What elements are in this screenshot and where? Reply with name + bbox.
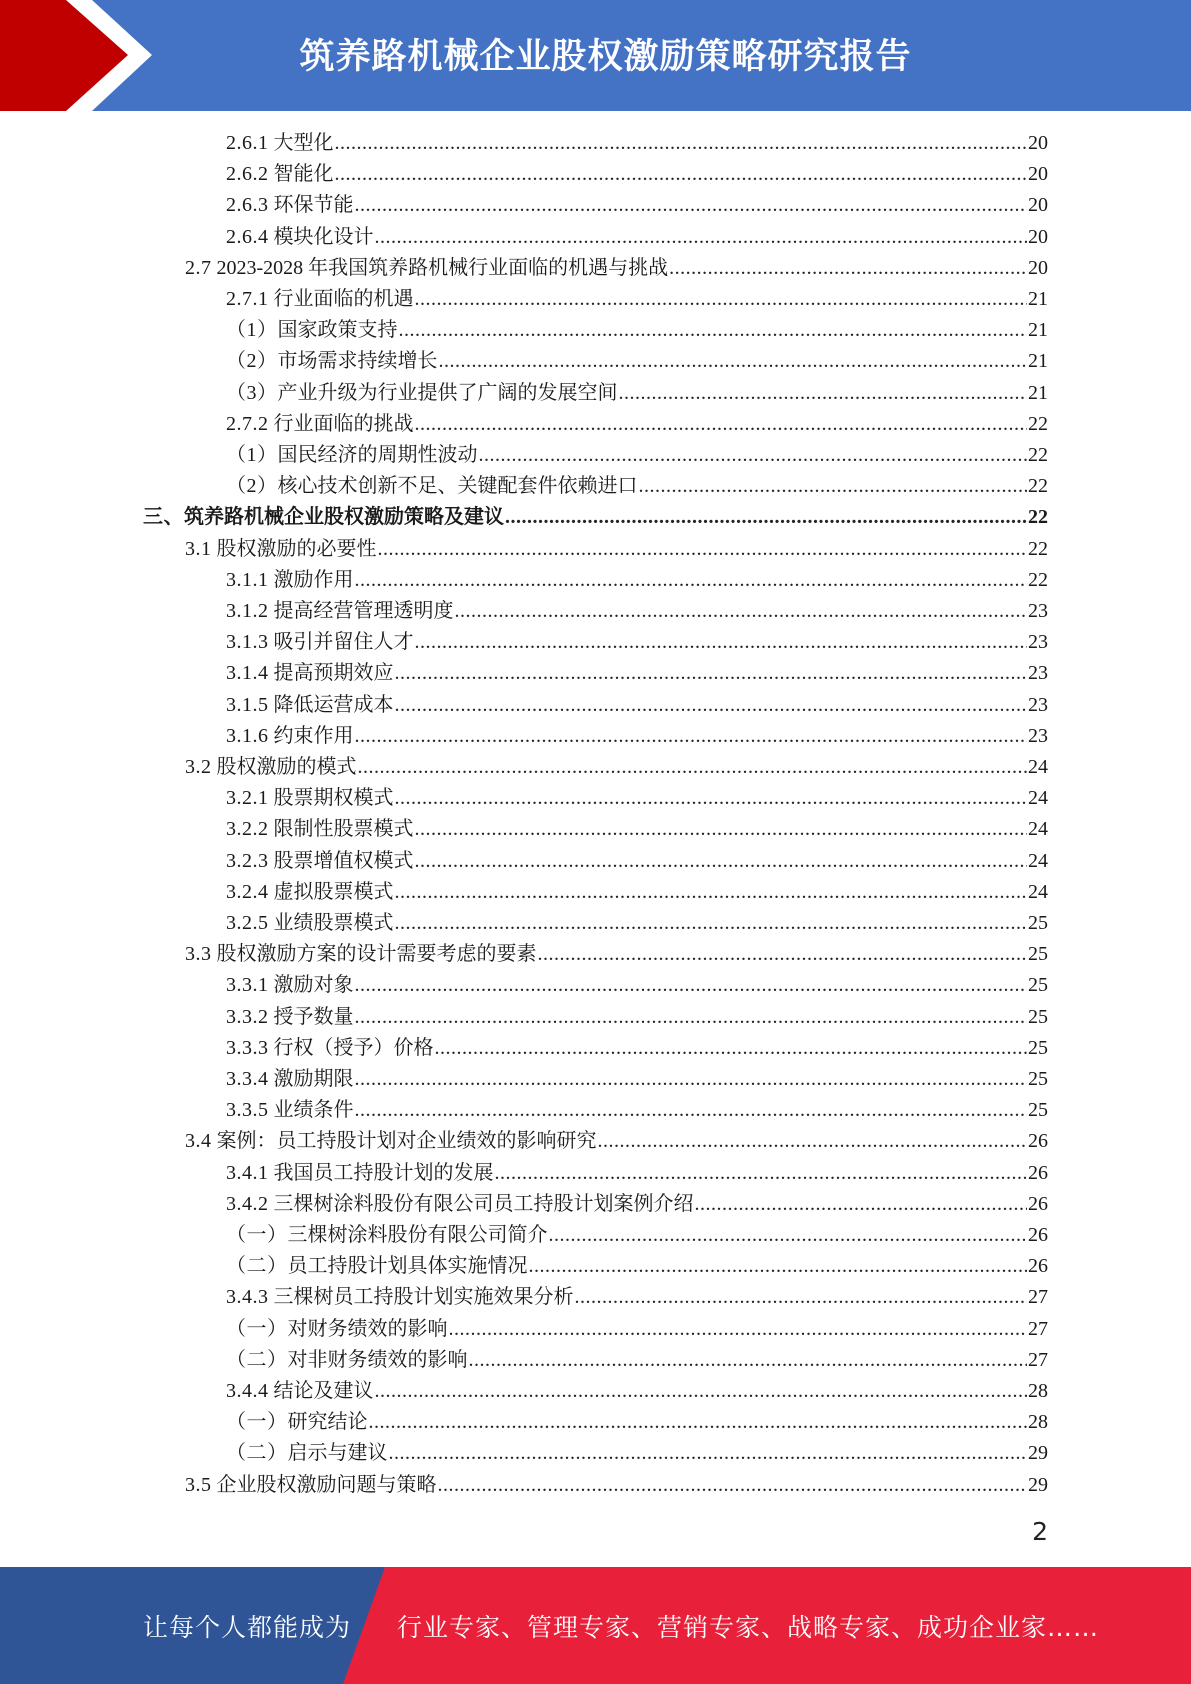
toc-entry-page: 20 (1028, 132, 1048, 154)
toc-entry[interactable] (226, 627, 1048, 658)
toc-entry-title: 我国员工持股计划的发展 (273, 1161, 494, 1184)
toc-entry-title: 国民经济的周期性波动 (277, 444, 478, 466)
toc-entry-title: 行业面临的挑战 (273, 412, 414, 435)
toc-entry-page: 26 (1028, 1130, 1048, 1153)
toc-entry-title: 大型化 (273, 132, 334, 154)
toc-entry-page: 21 (1028, 319, 1048, 342)
report-title: 筑养路机械企业股权激励策略研究报告 (299, 37, 912, 77)
toc-entry-number: （3） (226, 381, 278, 404)
toc-entry[interactable] (226, 1251, 1048, 1282)
toc-entry-title: 筑养路机械企业股权激励策略及建议 (184, 506, 504, 529)
toc-entry-page: 25 (1028, 974, 1048, 997)
toc-entry-page: 20 (1028, 163, 1048, 186)
toc-entry-number: 3.5 (185, 1473, 212, 1496)
toc-entry-page: 22 (1028, 568, 1048, 591)
toc-entry-page: 22 (1028, 506, 1048, 529)
toc-entry-title: 业绩股票模式 (273, 912, 394, 934)
toc-entry-page: 20 (1028, 194, 1048, 217)
toc-entry-page: 21 (1028, 381, 1048, 404)
page-footer (0, 1567, 1191, 1684)
toc-entry-page: 28 (1028, 1411, 1048, 1434)
toc-entry-title: 股权激励方案的设计需要考虑的要素 (216, 943, 537, 966)
toc-dot-leader (335, 128, 1028, 159)
toc-entry-page: 23 (1028, 693, 1048, 716)
toc-dot-leader (358, 752, 1028, 783)
toc-dot-leader (389, 1438, 1028, 1469)
toc-dot-leader (575, 1282, 1028, 1313)
toc-entry-page: 24 (1028, 787, 1048, 810)
toc-entry-number: 2.6.2 (226, 163, 269, 186)
toc-dot-leader (619, 378, 1028, 409)
toc-entry-number: 3.4 (185, 1130, 212, 1153)
toc-entry-page: 22 (1028, 537, 1048, 560)
toc-entry[interactable] (226, 1002, 1048, 1033)
toc-entry-title: 启示与建议 (287, 1442, 388, 1465)
toc-dot-leader (399, 315, 1028, 346)
toc-entry-title: 环保节能 (273, 194, 354, 217)
toc-entry-number: 3.2.5 (226, 912, 269, 934)
toc-entry-number: 2.6.4 (226, 225, 269, 248)
toc-entry[interactable] (226, 877, 1048, 908)
toc-entry[interactable] (226, 409, 1048, 440)
toc-entry-page: 25 (1028, 1036, 1048, 1059)
toc-entry[interactable] (226, 1407, 1048, 1438)
toc-entry-number: 3.2.2 (226, 818, 269, 841)
toc-entry-page: 26 (1028, 1161, 1048, 1184)
toc-entry-number: 3.1.1 (226, 568, 269, 591)
toc-entry-page: 20 (1028, 225, 1048, 248)
toc-entry-number: 3.4.1 (226, 1161, 269, 1184)
toc-dot-leader (598, 1126, 1028, 1157)
toc-entry-page: 21 (1028, 288, 1048, 310)
toc-dot-leader (335, 159, 1028, 190)
toc-dot-leader (435, 1033, 1028, 1064)
toc-dot-leader (355, 190, 1028, 221)
toc-dot-leader (455, 596, 1028, 627)
toc-entry[interactable] (226, 565, 1048, 596)
toc-entry[interactable] (226, 1158, 1048, 1189)
toc-entry-number: 2.7 (185, 256, 212, 279)
toc-entry-title: 激励期限 (273, 1068, 354, 1090)
toc-entry-number: 3.2.4 (226, 880, 269, 903)
toc-entry[interactable] (226, 846, 1048, 877)
footer-slogan-left: 让每个人都能成为 (143, 1612, 352, 1642)
toc-entry-title: 行权（授予）价格 (273, 1036, 434, 1059)
toc-entry-title: 约束作用 (273, 724, 354, 747)
toc-entry[interactable] (226, 1314, 1048, 1345)
toc-dot-leader (479, 440, 1028, 471)
toc-entry[interactable] (226, 346, 1048, 377)
toc-entry[interactable] (226, 284, 1048, 315)
toc-dot-leader (639, 471, 1028, 502)
toc-entry[interactable] (226, 658, 1048, 689)
toc-entry-number: 3.3.2 (226, 1005, 269, 1028)
toc-entry-number: （2） (226, 475, 278, 498)
toc-entry[interactable] (185, 1126, 1048, 1157)
toc-entry-title: 员工持股计划具体实施情况 (287, 1255, 528, 1278)
toc-entry-title: 行业面临的机遇 (273, 288, 414, 310)
toc-dot-leader (355, 721, 1028, 752)
toc-entry-page: 24 (1028, 880, 1048, 903)
toc-entry-title: 提高经营管理透明度 (273, 600, 454, 622)
toc-dot-leader (355, 1095, 1028, 1126)
toc-entry-page: 23 (1028, 724, 1048, 747)
toc-entry-title: 吸引并留住人才 (273, 631, 414, 654)
toc-entry-number: （一） (226, 1411, 288, 1434)
toc-entry-title: 模块化设计 (273, 225, 374, 248)
toc-entry[interactable] (226, 814, 1048, 845)
toc-dot-leader (439, 346, 1028, 377)
toc-dot-leader (395, 908, 1028, 939)
toc-dot-leader (355, 1064, 1028, 1095)
toc-entry-number: 3.1.3 (226, 631, 269, 654)
toc-dot-leader (415, 627, 1028, 658)
toc-entry[interactable] (226, 783, 1048, 814)
toc-entry-page: 22 (1028, 412, 1048, 435)
toc-entry-title: 核心技术创新不足、关键配套件依赖进口 (277, 475, 638, 498)
toc-entry-number: （1） (226, 444, 278, 466)
toc-entry[interactable] (226, 908, 1048, 939)
toc-entry-title: 对非财务绩效的影响 (287, 1348, 468, 1371)
toc-entry-title: 企业股权激励问题与策略 (216, 1473, 437, 1496)
toc-entry[interactable] (226, 1189, 1048, 1220)
toc-entry-number: 3.1.2 (226, 600, 269, 622)
toc-entry-page: 27 (1028, 1317, 1048, 1340)
toc-entry-page: 27 (1028, 1286, 1048, 1309)
toc-entry[interactable] (226, 1064, 1048, 1095)
toc-entry-number: （2） (226, 350, 278, 373)
toc-dot-leader (375, 222, 1028, 253)
toc-dot-leader (395, 690, 1028, 721)
footer-slogan-right: 行业专家、管理专家、营销专家、战略专家、成功企业家…… (397, 1612, 1100, 1642)
toc-dot-leader (469, 1345, 1028, 1376)
toc-entry-number: 3.1.4 (226, 662, 269, 685)
toc-dot-leader (549, 1220, 1028, 1251)
toc-entry-title: 股票增值权模式 (273, 849, 414, 872)
toc-entry[interactable] (226, 970, 1048, 1001)
toc-dot-leader (395, 658, 1028, 689)
toc-entry-page: 29 (1028, 1442, 1048, 1465)
toc-entry[interactable] (185, 752, 1048, 783)
toc-entry[interactable] (185, 253, 1048, 284)
toc-entry-title: 提高预期效应 (273, 662, 394, 685)
toc-entry-number: 3.4.4 (226, 1380, 269, 1402)
toc-entry[interactable] (226, 190, 1048, 221)
toc-entry-title: 激励作用 (273, 568, 354, 591)
toc-entry-page: 24 (1028, 849, 1048, 872)
toc-entry-number: 3.3.1 (226, 974, 269, 997)
toc-dot-leader (355, 565, 1028, 596)
toc-entry[interactable] (226, 690, 1048, 721)
toc-dot-leader (438, 1470, 1028, 1501)
toc-entry-page: 25 (1028, 1099, 1048, 1122)
toc-entry-page: 28 (1028, 1380, 1048, 1402)
toc-entry[interactable] (226, 721, 1048, 752)
toc-entry[interactable] (226, 378, 1048, 409)
toc-dot-leader (495, 1158, 1028, 1189)
toc-entry-title: 限制性股票模式 (273, 818, 414, 841)
toc-entry-title: 降低运营成本 (273, 693, 394, 716)
toc-entry-title: 三棵树涂料股份有限公司简介 (287, 1224, 548, 1246)
toc-entry[interactable] (226, 222, 1048, 253)
toc-entry-number: 3.4.2 (226, 1192, 269, 1215)
toc-entry-page: 26 (1028, 1192, 1048, 1215)
toc-entry-number: 2.7.2 (226, 412, 269, 435)
toc-entry[interactable] (226, 1376, 1048, 1407)
toc-entry-title: 激励对象 (273, 974, 354, 997)
toc-entry-title: 2023-2028 年我国筑养路机械行业面临的机遇与挑战 (216, 256, 669, 279)
toc-dot-leader (415, 814, 1028, 845)
toc-entry-number: （一） (226, 1317, 288, 1340)
toc-entry[interactable] (226, 1438, 1048, 1469)
toc-dot-leader (695, 1189, 1028, 1220)
toc-entry-number: 2.6.1 (226, 132, 269, 154)
toc-entry-number: 3.2.3 (226, 849, 269, 872)
toc-entry-page: 23 (1028, 600, 1048, 622)
toc-dot-leader (355, 970, 1028, 1001)
toc-entry-page: 24 (1028, 818, 1048, 841)
toc-entry-number: 三、 (143, 506, 184, 529)
toc-entry[interactable] (226, 1095, 1048, 1126)
toc-entry-title: 股票期权模式 (273, 787, 394, 810)
toc-entry-title: 股权激励的必要性 (216, 537, 377, 560)
toc-entry-number: 2.6.3 (226, 194, 269, 217)
toc-entry[interactable] (226, 1282, 1048, 1313)
toc-entry[interactable] (143, 502, 1048, 533)
toc-entry[interactable] (185, 939, 1048, 970)
toc-entry-page: 25 (1028, 943, 1048, 966)
toc-entry[interactable] (226, 159, 1048, 190)
toc-entry-page: 27 (1028, 1348, 1048, 1371)
toc-entry[interactable] (226, 315, 1048, 346)
toc-entry-page: 25 (1028, 1068, 1048, 1090)
toc-entry[interactable] (226, 471, 1048, 502)
toc-entry-page: 23 (1028, 662, 1048, 685)
toc-dot-leader (355, 1002, 1028, 1033)
toc-entry-number: 3.4.3 (226, 1286, 269, 1309)
toc-dot-leader (395, 877, 1028, 908)
toc-entry-number: （二） (226, 1348, 288, 1371)
toc-entry-page: 26 (1028, 1224, 1048, 1246)
toc-dot-leader (538, 939, 1028, 970)
toc-entry[interactable] (226, 1220, 1048, 1251)
page-header (0, 0, 1191, 111)
toc-dot-leader (395, 783, 1028, 814)
toc-entry-number: 3.2.1 (226, 787, 269, 810)
toc-entry-title: 业绩条件 (273, 1099, 354, 1122)
toc-entry-page: 25 (1028, 912, 1048, 934)
toc-entry-number: 2.7.1 (226, 288, 269, 310)
toc-entry[interactable] (226, 1033, 1048, 1064)
toc-dot-leader (505, 502, 1027, 533)
toc-entry[interactable] (185, 534, 1048, 565)
toc-entry-number: 3.3.3 (226, 1036, 269, 1059)
toc-dot-leader (378, 534, 1028, 565)
toc-entry-page: 22 (1028, 475, 1048, 498)
toc-entry[interactable] (226, 1345, 1048, 1376)
toc-entry-title: 结论及建议 (273, 1380, 374, 1402)
toc-entry-title: 三棵树涂料股份有限公司员工持股计划案例介绍 (273, 1192, 694, 1215)
toc-entry-number: 3.2 (185, 756, 212, 778)
toc-entry-page: 24 (1028, 756, 1048, 778)
toc-entry-title: 股权激励的模式 (216, 756, 357, 778)
toc-entry-number: 3.1.5 (226, 693, 269, 716)
toc-entry-number: 3.3.4 (226, 1068, 269, 1090)
toc-entry-number: 3.3.5 (226, 1099, 269, 1122)
toc-entry[interactable] (226, 596, 1048, 627)
page-number: 2 (1032, 1517, 1048, 1546)
toc-entry-number: （1） (226, 319, 278, 342)
toc-entry-title: 对财务绩效的影响 (287, 1317, 448, 1340)
toc-dot-leader (529, 1251, 1028, 1282)
toc-entry-title: 研究结论 (287, 1411, 368, 1434)
toc-entry-number: 3.1 (185, 537, 212, 560)
toc-entry-number: （二） (226, 1442, 288, 1465)
toc-dot-leader (415, 846, 1028, 877)
toc-entry-title: 市场需求持续增长 (277, 350, 438, 373)
toc-entry-number: （一） (226, 1224, 288, 1246)
toc-entry-title: 产业升级为行业提供了广阔的发展空间 (277, 381, 618, 404)
toc-entry[interactable] (226, 128, 1048, 159)
toc-dot-leader (449, 1314, 1028, 1345)
toc-entry-number: 3.3 (185, 943, 212, 966)
toc-entry[interactable] (226, 440, 1048, 471)
toc-entry-page: 22 (1028, 444, 1048, 466)
toc-entry-page: 20 (1028, 256, 1048, 279)
toc-entry-page: 21 (1028, 350, 1048, 373)
toc-entry-page: 26 (1028, 1255, 1048, 1278)
toc-entry-title: 案例：员工持股计划对企业绩效的影响研究 (216, 1130, 597, 1153)
toc-entry-title: 三棵树员工持股计划实施效果分析 (273, 1286, 574, 1309)
toc-dot-leader (375, 1376, 1028, 1407)
toc-entry-title: 国家政策支持 (277, 319, 398, 342)
toc-entry-number: （二） (226, 1255, 288, 1278)
toc-entry-page: 29 (1028, 1473, 1048, 1496)
toc-dot-leader (669, 253, 1027, 284)
toc-entry-title: 授予数量 (273, 1005, 354, 1028)
toc-entry-page: 23 (1028, 631, 1048, 654)
toc-entry-number: 3.1.6 (226, 724, 269, 747)
toc-entry-title: 虚拟股票模式 (273, 880, 394, 903)
toc-dot-leader (369, 1407, 1028, 1438)
toc-dot-leader (415, 409, 1028, 440)
toc-entry-page: 25 (1028, 1005, 1048, 1028)
toc-entry[interactable] (185, 1470, 1048, 1501)
toc-entry-title: 智能化 (273, 163, 334, 186)
toc-dot-leader (415, 284, 1028, 315)
